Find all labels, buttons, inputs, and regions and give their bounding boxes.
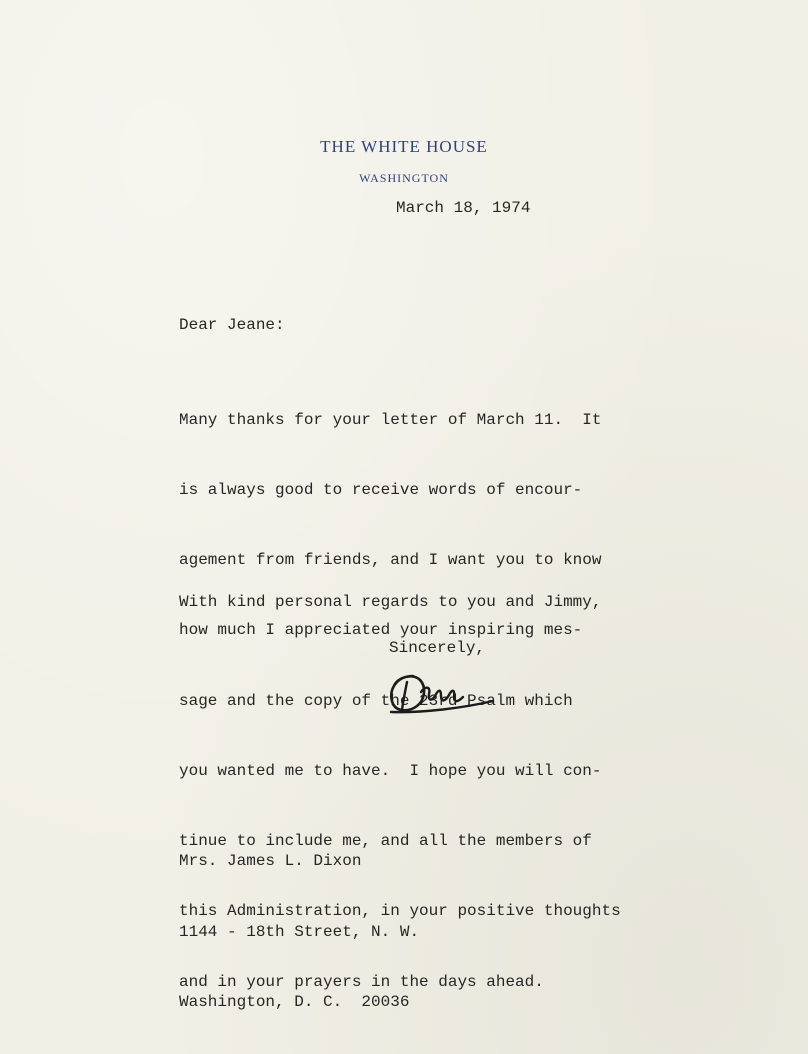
recipient-city: Washington, D. C. 20036 [179,993,410,1011]
body-line: Many thanks for your letter of March 11. It [179,410,602,429]
body-line: this Administration, in your positive thoughts [179,902,621,921]
closing-line: With kind personal regards to you and Jimmy, [179,593,602,611]
recipient-address [179,803,419,1054]
body-line: agement from friends, and I want you to know [179,551,602,570]
salutation: Dear Jeane: [179,316,285,334]
body-line: sage and the copy of the 23rd Psalm which [179,691,573,710]
body-line: how much I appreciated your inspiring mes- [179,621,583,640]
body-line: you wanted me to have. I hope you will con- [179,761,602,780]
body-line: tinue to include me, and all the members of [179,832,592,851]
letterhead-location: WASHINGTON [359,171,449,185]
recipient-street: 1144 - 18th Street, N. W. [179,922,420,941]
letter-date: March 18, 1974 [396,199,531,217]
signoff: Sincerely, [389,639,486,657]
signature-icon [383,662,498,720]
letterhead-title: THE WHITE HOUSE [320,137,488,156]
body-line: and in your prayers in the days ahead. [179,972,544,991]
body-line: is always good to receive words of encour- [179,481,583,500]
recipient-name: Mrs. James L. Dixon [179,852,362,870]
